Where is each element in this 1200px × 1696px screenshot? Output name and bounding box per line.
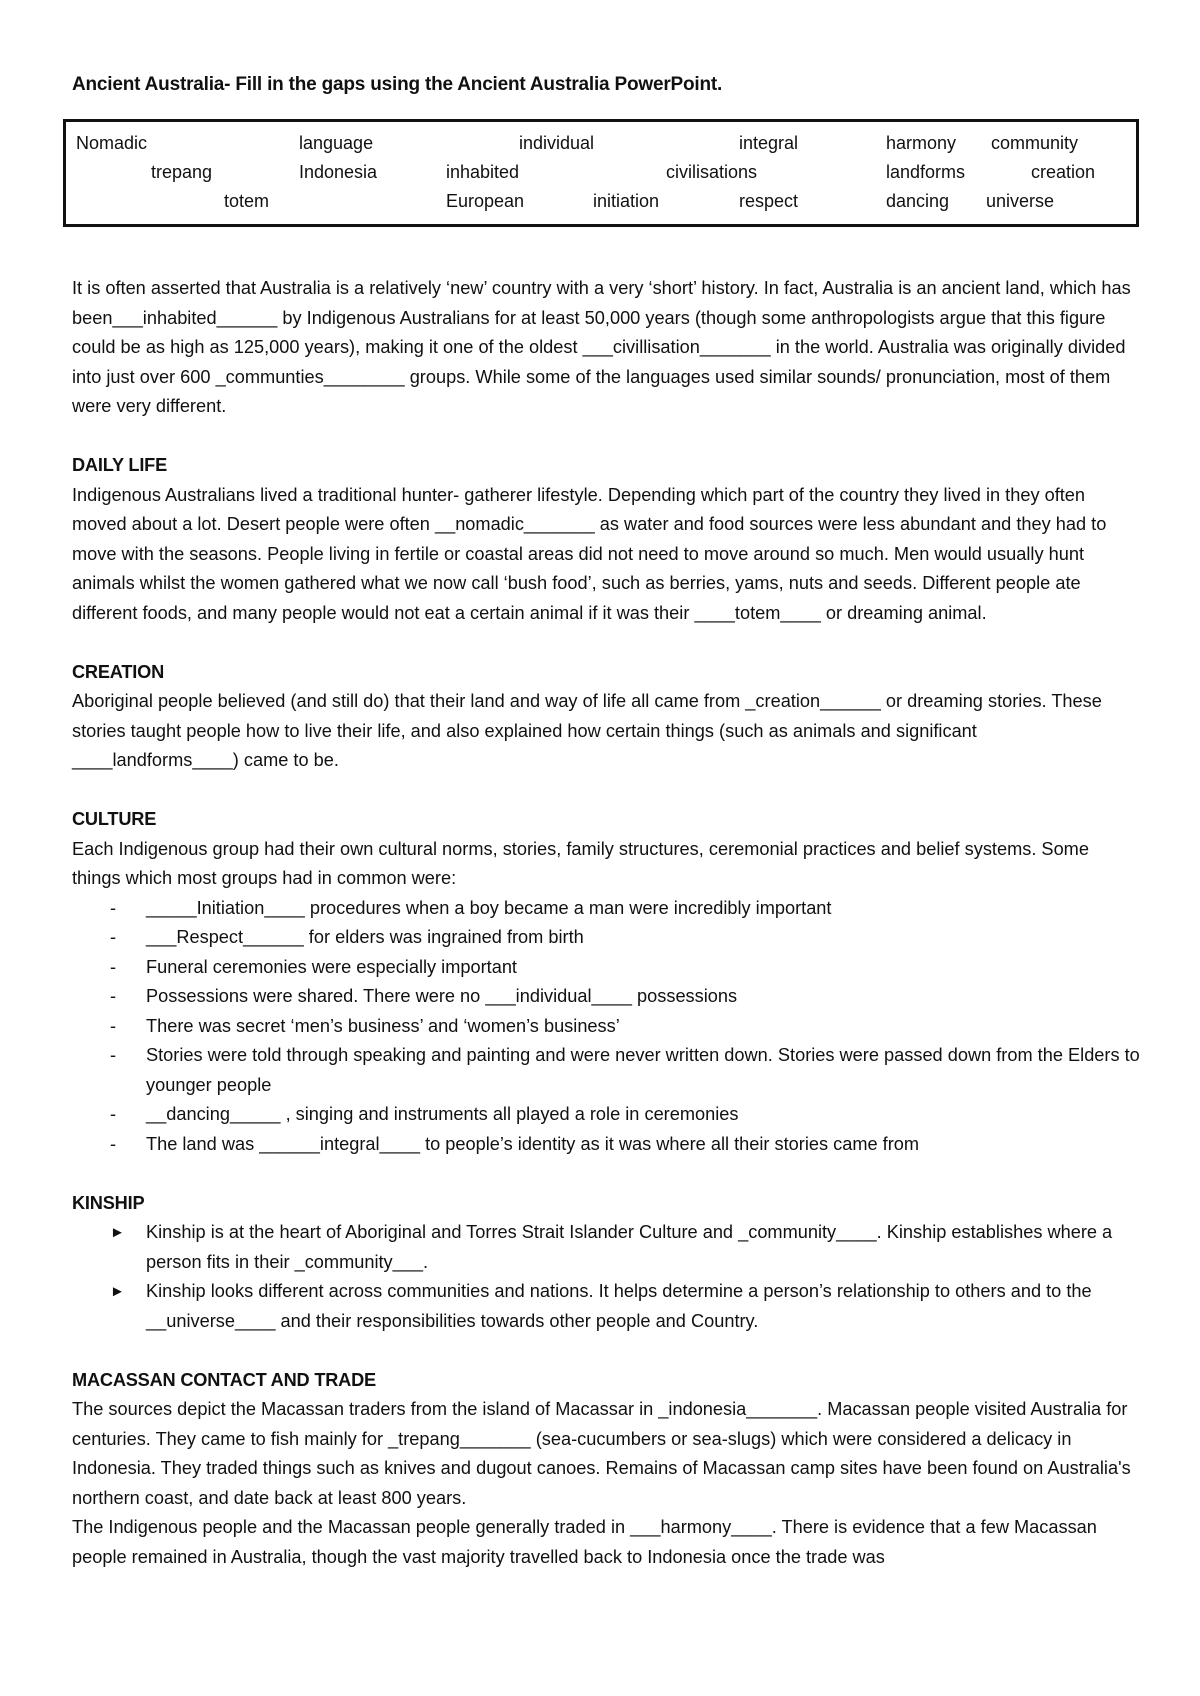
word-bank-word: landforms (886, 162, 966, 182)
list-item: - _____Initiation____ procedures when a boy became a man were incredibly important (72, 894, 1142, 924)
macassan-paragraph-1: The sources depict the Macassan traders from the island of Macassar in _indonesia_______. Macassan people visited Australia for centuries. They came to fish mainly for _trepang_______ (sea-cucumbers or sea-slugs) which were considered a delicacy in Indonesia. They traded things such as knives and dugout canoes. Remains of Macassan camp sites have been found on Australia's northern coast, and date back at least 800 years. (72, 1399, 1131, 1508)
list-item: - Possessions were shared. There were no ___individual____ possessions (72, 982, 1142, 1012)
list-item: - Stories were told through speaking and painting and were never written down. Stories were passed down from the Elders to younger people (72, 1041, 1142, 1100)
worksheet-body (72, 274, 1142, 1572)
section-heading-culture: CULTURE (72, 809, 157, 829)
kinship-list (72, 1218, 1142, 1336)
word-bank-word: Indonesia (299, 162, 378, 182)
intro-paragraph: It is often asserted that Australia is a relatively ‘new’ country with a very ‘short’ history. In fact, Australia is an ancient land, which has been___inhabited______ by Indigenous Australians for at least 50,000 years (though some anthropologists argue that this figure could be as high as 125,000 years), making it one of the oldest ___civillisation_______ in the world. Australia was originally divided into just over 600 _communties________ groups. While some of the languages used similar sounds/ pronunciation, most of them were very different. (72, 278, 1131, 416)
word-bank-word: Nomadic (76, 133, 148, 153)
kinship-item-text: Kinship is at the heart of Aboriginal and Torres Strait Islander Culture and _community____. Kinship establishes where a person fits in their _community___. (146, 1222, 1113, 1272)
triangle-bullet-icon: ► (110, 1224, 125, 1241)
creation-paragraph: Aboriginal people believed (and still do) that their land and way of life all came from _creation______ or dreaming stories. These stories taught people how to live their life, and also explained how certain things (such as animals and significant ____landforms____) came to be. (72, 691, 1102, 770)
word-bank-word: community (991, 133, 1079, 153)
culture-list (72, 894, 1142, 1160)
list-item: - Funeral ceremonies were especially important (72, 953, 1142, 983)
section-heading-kinship: KINSHIP (72, 1192, 145, 1213)
section-heading-creation: CREATION (72, 661, 165, 682)
culture-paragraph: Each Indigenous group had their own cultural norms, stories, family structures, ceremonial practices and belief systems. Some things which most groups had in common were: (72, 838, 1089, 888)
word-bank-word: harmony (886, 133, 957, 153)
word-bank-word: individual (519, 133, 595, 153)
list-item (72, 1218, 1142, 1277)
list-item: - ___Respect______ for elders was ingrained from birth (72, 923, 1142, 953)
list-item: - There was secret ‘men’s business’ and ‘women’s business’ (72, 1012, 1142, 1042)
word-bank-word: trepang (151, 162, 213, 182)
kinship-item-text: Kinship looks different across communities and nations. It helps determine a person’s relationship to others and to the __universe____ and their responsibilities towards other people and Country. (146, 1281, 1092, 1331)
worksheet-title: Ancient Australia- Fill in the gaps using the Ancient Australia PowerPoint. (72, 74, 723, 95)
word-bank-word: language (299, 133, 374, 153)
word-bank-word: universe (986, 191, 1055, 211)
word-bank-box (63, 119, 1139, 227)
word-bank-word: totem (224, 191, 270, 211)
word-bank-word: civilisations (666, 162, 758, 182)
daily-life-paragraph: Indigenous Australians lived a traditional hunter- gatherer lifestyle. Depending which part of the country they lived in they often moved about a lot. Desert people were often __nomadic_______ as water and food sources were less abundant and they had to move with the seasons. People living in fertile or coastal areas did not need to move around so much. Men would usually hunt animals whilst the women gathered what we now call ‘bush food’, such as berries, yams, nuts and seeds. Different people ate different foods, and many people would not eat a certain animal if it was their ____totem____ or dreaming animal. (72, 484, 1107, 623)
word-bank-word: European (446, 191, 525, 211)
list-item (72, 1277, 1142, 1336)
triangle-bullet-icon: ► (110, 1283, 125, 1300)
section-heading-daily-life: DAILY LIFE (72, 455, 168, 475)
word-bank-word: initiation (593, 191, 660, 211)
word-bank-word: creation (1031, 162, 1096, 182)
word-bank-word: inhabited (446, 162, 520, 182)
section-heading-macassan: MACASSAN CONTACT AND TRADE (72, 1369, 376, 1390)
macassan-paragraph-2: The Indigenous people and the Macassan people generally traded in ___harmony____. There is evidence that a few Macassan people remained in Australia, though the vast majority travelled back to Indonesia once the trade was (72, 1517, 1097, 1567)
list-item: - The land was ______integral____ to people’s identity as it was where all their stories came from (72, 1130, 1142, 1160)
word-bank-word: respect (739, 191, 799, 211)
word-bank-word: integral (739, 133, 799, 153)
list-item: - __dancing_____ , singing and instruments all played a role in ceremonies (72, 1100, 1142, 1130)
word-bank-word: dancing (886, 191, 950, 211)
